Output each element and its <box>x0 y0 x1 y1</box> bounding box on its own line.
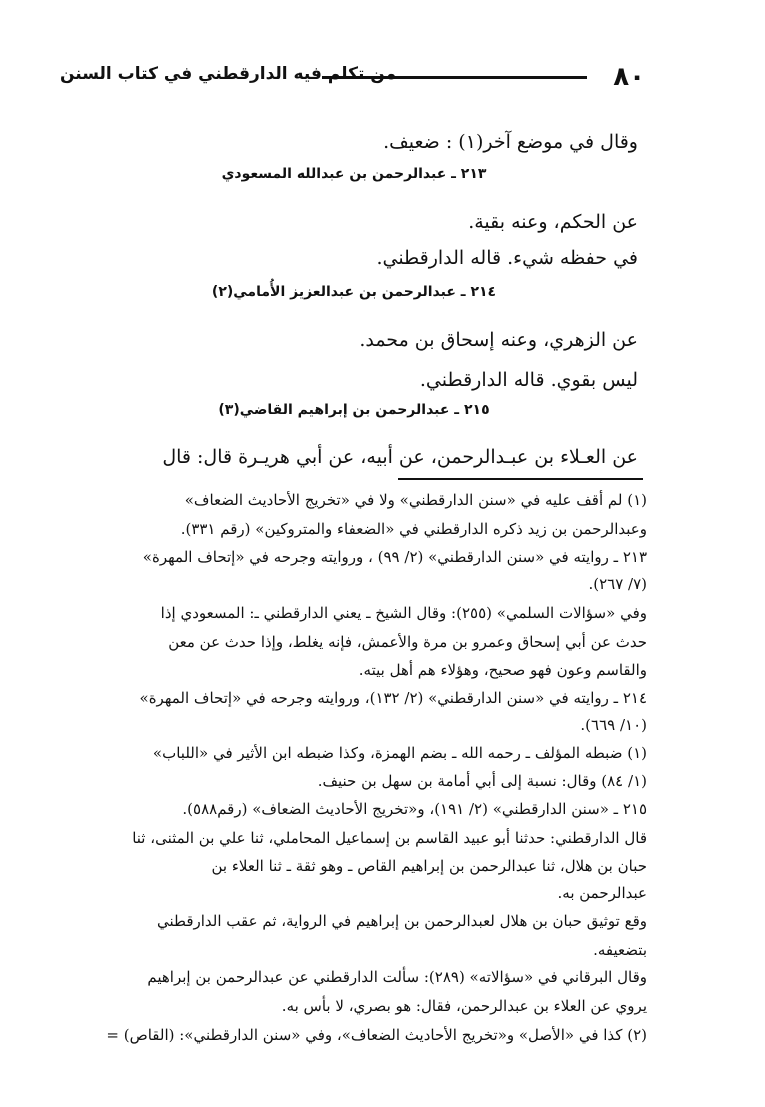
footnote-line: (١/ ٨٤) وقال: نسبة إلى أبي أمامة بن سهل بن حنيف. <box>317 772 647 790</box>
footnote-line: (١٠/ ٦٦٩). <box>580 716 647 734</box>
footnote-line: بتضعيفه. <box>593 941 647 959</box>
footnote-line: عبدالرحمن به. <box>557 884 647 902</box>
footnote-line: والقاسم وعون فهو صحيح، وهؤلاء هم أهل بيته. <box>358 661 647 679</box>
main-text <box>70 0 638 480</box>
text-line: عن العـلاء بن عبـدالرحمن، عن أبيه، عن أبي هريـرة قال: قال <box>162 446 638 468</box>
footnote-line: (١) لم أقف عليه في «سنن الدارقطني» ولا في «تخريج الأحاديث الضعاف» <box>184 491 647 509</box>
footnote-line: (١) ضبطه المؤلف ـ رحمه الله ـ بضم الهمزة، وكذا ضبطه ابن الأثير في «اللباب» <box>152 744 647 762</box>
text-line: في حفظه شيء. قاله الدارقطني. <box>376 247 638 269</box>
entry-heading-214: ٢١٤ ـ عبدالرحمن بن عبدالعزيز الأُمامي(٢) <box>211 284 497 300</box>
footnote-line: قال الدارقطني: حدثنا أبو عبيد القاسم بن إسماعيل المحاملي، ثنا علي بن المثنى، ثنا <box>132 829 647 847</box>
entry-heading-215: ٢١٥ ـ عبدالرحمن بن إبراهيم القاضي(٣) <box>218 402 490 418</box>
page-number: ٨٠ <box>613 62 645 92</box>
footnote-line: وعبدالرحمن بن زيد ذكره الدارقطني في «الضعفاء والمتروكين» (رقم ٣٣١). <box>180 520 647 538</box>
entry-heading-213: ٢١٣ ـ عبدالرحمن بن عبدالله المسعودي <box>221 166 487 182</box>
footnote-line: (٧/ ٢٦٧). <box>588 575 647 593</box>
footnote-line: (٢) كذا في «الأصل» و«تخريج الأحاديث الضعاف»، وفي «سنن الدارقطني»: (القاص) = <box>106 1026 647 1044</box>
text-line: عن الحكم، وعنه بقية. <box>468 211 638 233</box>
footnote-line: حدث عن أبي إسحاق وعمرو بن مرة والأعمش، فإنه يغلط، وإذا حدث عن معن <box>168 633 647 651</box>
footnote-line: يروي عن العلاء بن عبدالرحمن، فقال: هو بصري، لا بأس به. <box>281 997 647 1015</box>
footnote-line: وقع توثيق حبان بن هلال لعبدالرحمن بن إبراهيم في الرواية، ثم عقب الدارقطني <box>157 912 647 930</box>
footnote-separator <box>398 478 643 480</box>
text-line: ليس بقوي. قاله الدارقطني. <box>419 369 638 391</box>
footnote-line: حبان بن هلال، ثنا عبدالرحمن بن إبراهيم القاص ـ وهو ثقة ـ ثنا العلاء بن <box>211 857 647 875</box>
footnote-line: ٢١٤ ـ روايته في «سنن الدارقطني» (٢/ ١٣٢)، وروايته وجرحه في «إتحاف المهرة» <box>139 689 647 707</box>
text-line: وقال في موضع آخر(١) : ضعيف. <box>383 131 638 153</box>
footnote-line: وفي «سؤالات السلمي» (٢٥٥): وقال الشيخ ـ يعني الدارقطني ـ: المسعودي إذا <box>160 604 647 622</box>
text-line: عن الزهري، وعنه إسحاق بن محمد. <box>359 329 638 351</box>
footnote-line: ٢١٥ ـ «سنن الدارقطني» (٢/ ١٩١)، و«تخريج الأحاديث الضعاف» (رقم٥٨٨). <box>182 800 647 818</box>
running-title: من تكلم فيه الدارقطني في كتاب السنن <box>60 64 397 84</box>
footnote-line: ٢١٣ ـ روايته في «سنن الدارقطني» (٢/ ٩٩) ، وروايته وجرحه في «إتحاف المهرة» <box>142 548 647 566</box>
footnote-line: وقال البرقاني في «سؤالاته» (٢٨٩): سألت الدارقطني عن عبدالرحمن بن إبراهيم <box>147 968 647 986</box>
